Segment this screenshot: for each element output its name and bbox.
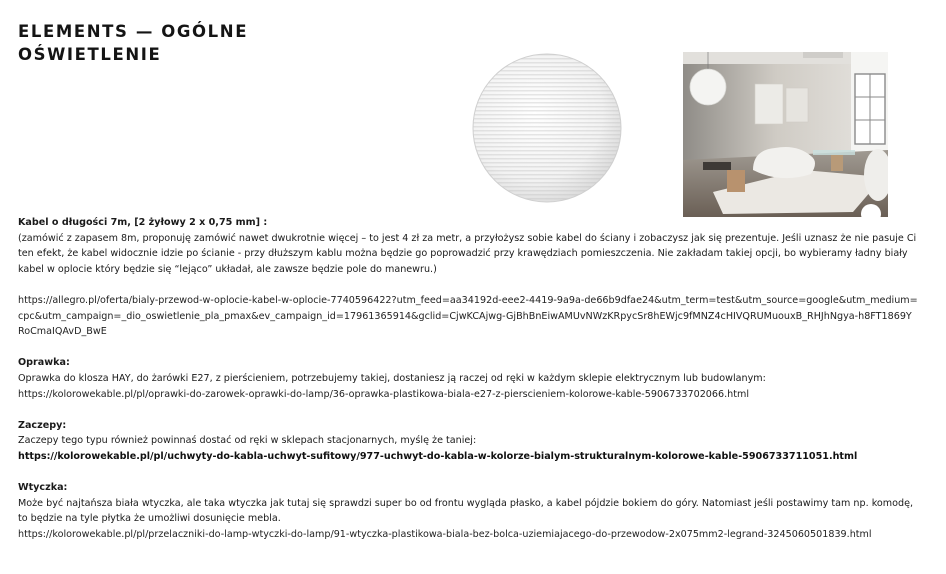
living-room-interior-image xyxy=(683,52,888,217)
socket-description: Oprawka do klosza HAY, do żarówki E27, z pierścieniem, potrzebujemy takiej, dostaniesz ją raczej od ręki w każdym sklepie elektrycznym lub budowlanym: xyxy=(18,372,766,384)
paper-lantern-lamp-image xyxy=(470,48,622,208)
socket-link[interactable]: https://kolorowekable.pl/pl/oprawki-do-zarowek-oprawki-do-lamp/36-oprawka-plastikowa-biala-e27-z-pierscieniem-kolorowe-kable-5906733702066.html xyxy=(18,388,750,400)
cable-link[interactable]: https://allegro.pl/oferta/bialy-przewod-w-oplocie-kabel-w-oplocie-7740596422?utm_feed=aa34192d-eee2-4419-9a9a-de66b9dfae24&utm_term=test&utm_source=google&utm_medium=cpc&utm_campaign=_dio_oswietlenie_pla_pmax&ev_campaign_id=17961365914&gclid=CjwKCAjwg-GjBhBnEiwAMUvNWzKRpycSr8hEWjc9fMNZ4cHIVQRUMuouxB_RHJhNgya-h8FT1869YRoCmaIQAvD_BwE xyxy=(18,294,918,338)
cable-description: (zamówić z zapasem 8m, proponuję zamówić nawet dwukrotnie więcej – to jest 4 zł za metr, a przyłożysz sobie kabel do ściany i zobaczysz jak się prezentuje. Jeśli uznasz że nie pasuje Ci ten efekt, że kabel widocznie idzie po ścianie - przy dłuższym kablu można będzie go poprowadzić przy krawędziach pomieszczenia. Nie zakładam takiej opcji, bo wybieramy ładny biały kabel w oplocie który będzie się “lejąco” układał, ale zawsze będzie pole do manewru.) xyxy=(18,232,917,275)
page-title-line-1: ELEMENTS — OGÓLNE xyxy=(18,22,249,41)
hooks-link[interactable]: https://kolorowekable.pl/pl/uchwyty-do-kabla-uchwyt-sufitowy/977-uchwyt-do-kabla-w-kolorze-bialym-strukturalnym-kolorowe-kable-5906733711051.html xyxy=(18,450,858,462)
plug-link[interactable]: https://kolorowekable.pl/pl/przelaczniki-do-lamp-wtyczki-do-lamp/91-wtyczka-plastikowa-biala-bez-bolca-uziemiajacego-do-przewodow-2x075mm2-legrand-3245060501839.html xyxy=(18,528,872,540)
plug-description: Może być najtańsza biała wtyczka, ale taka wtyczka jak tutaj się sprawdzi super bo od frontu wygląda płasko, a kabel pójdzie bokiem do góry. Natomiast jeśli postawimy tam np. komodę, to będzie na tyle płytka że umożliwi dosunięcie mebla. xyxy=(18,497,914,525)
page-title-line-2: OŚWIETLENIE xyxy=(18,45,162,64)
hooks-description: Zaczepy tego typu również powinnaś dostać od ręki w sklepach stacjonarnych, myślę że taniej: xyxy=(18,435,477,447)
plug-heading: Wtyczka: xyxy=(18,482,68,494)
content-body xyxy=(18,215,918,542)
cable-heading: Kabel o długości 7m, [2 żyłowy 2 x 0,75 mm] : xyxy=(18,217,268,228)
page-title xyxy=(18,20,248,66)
hooks-heading: Zaczepy: xyxy=(18,419,67,431)
socket-heading: Oprawka: xyxy=(18,357,70,369)
